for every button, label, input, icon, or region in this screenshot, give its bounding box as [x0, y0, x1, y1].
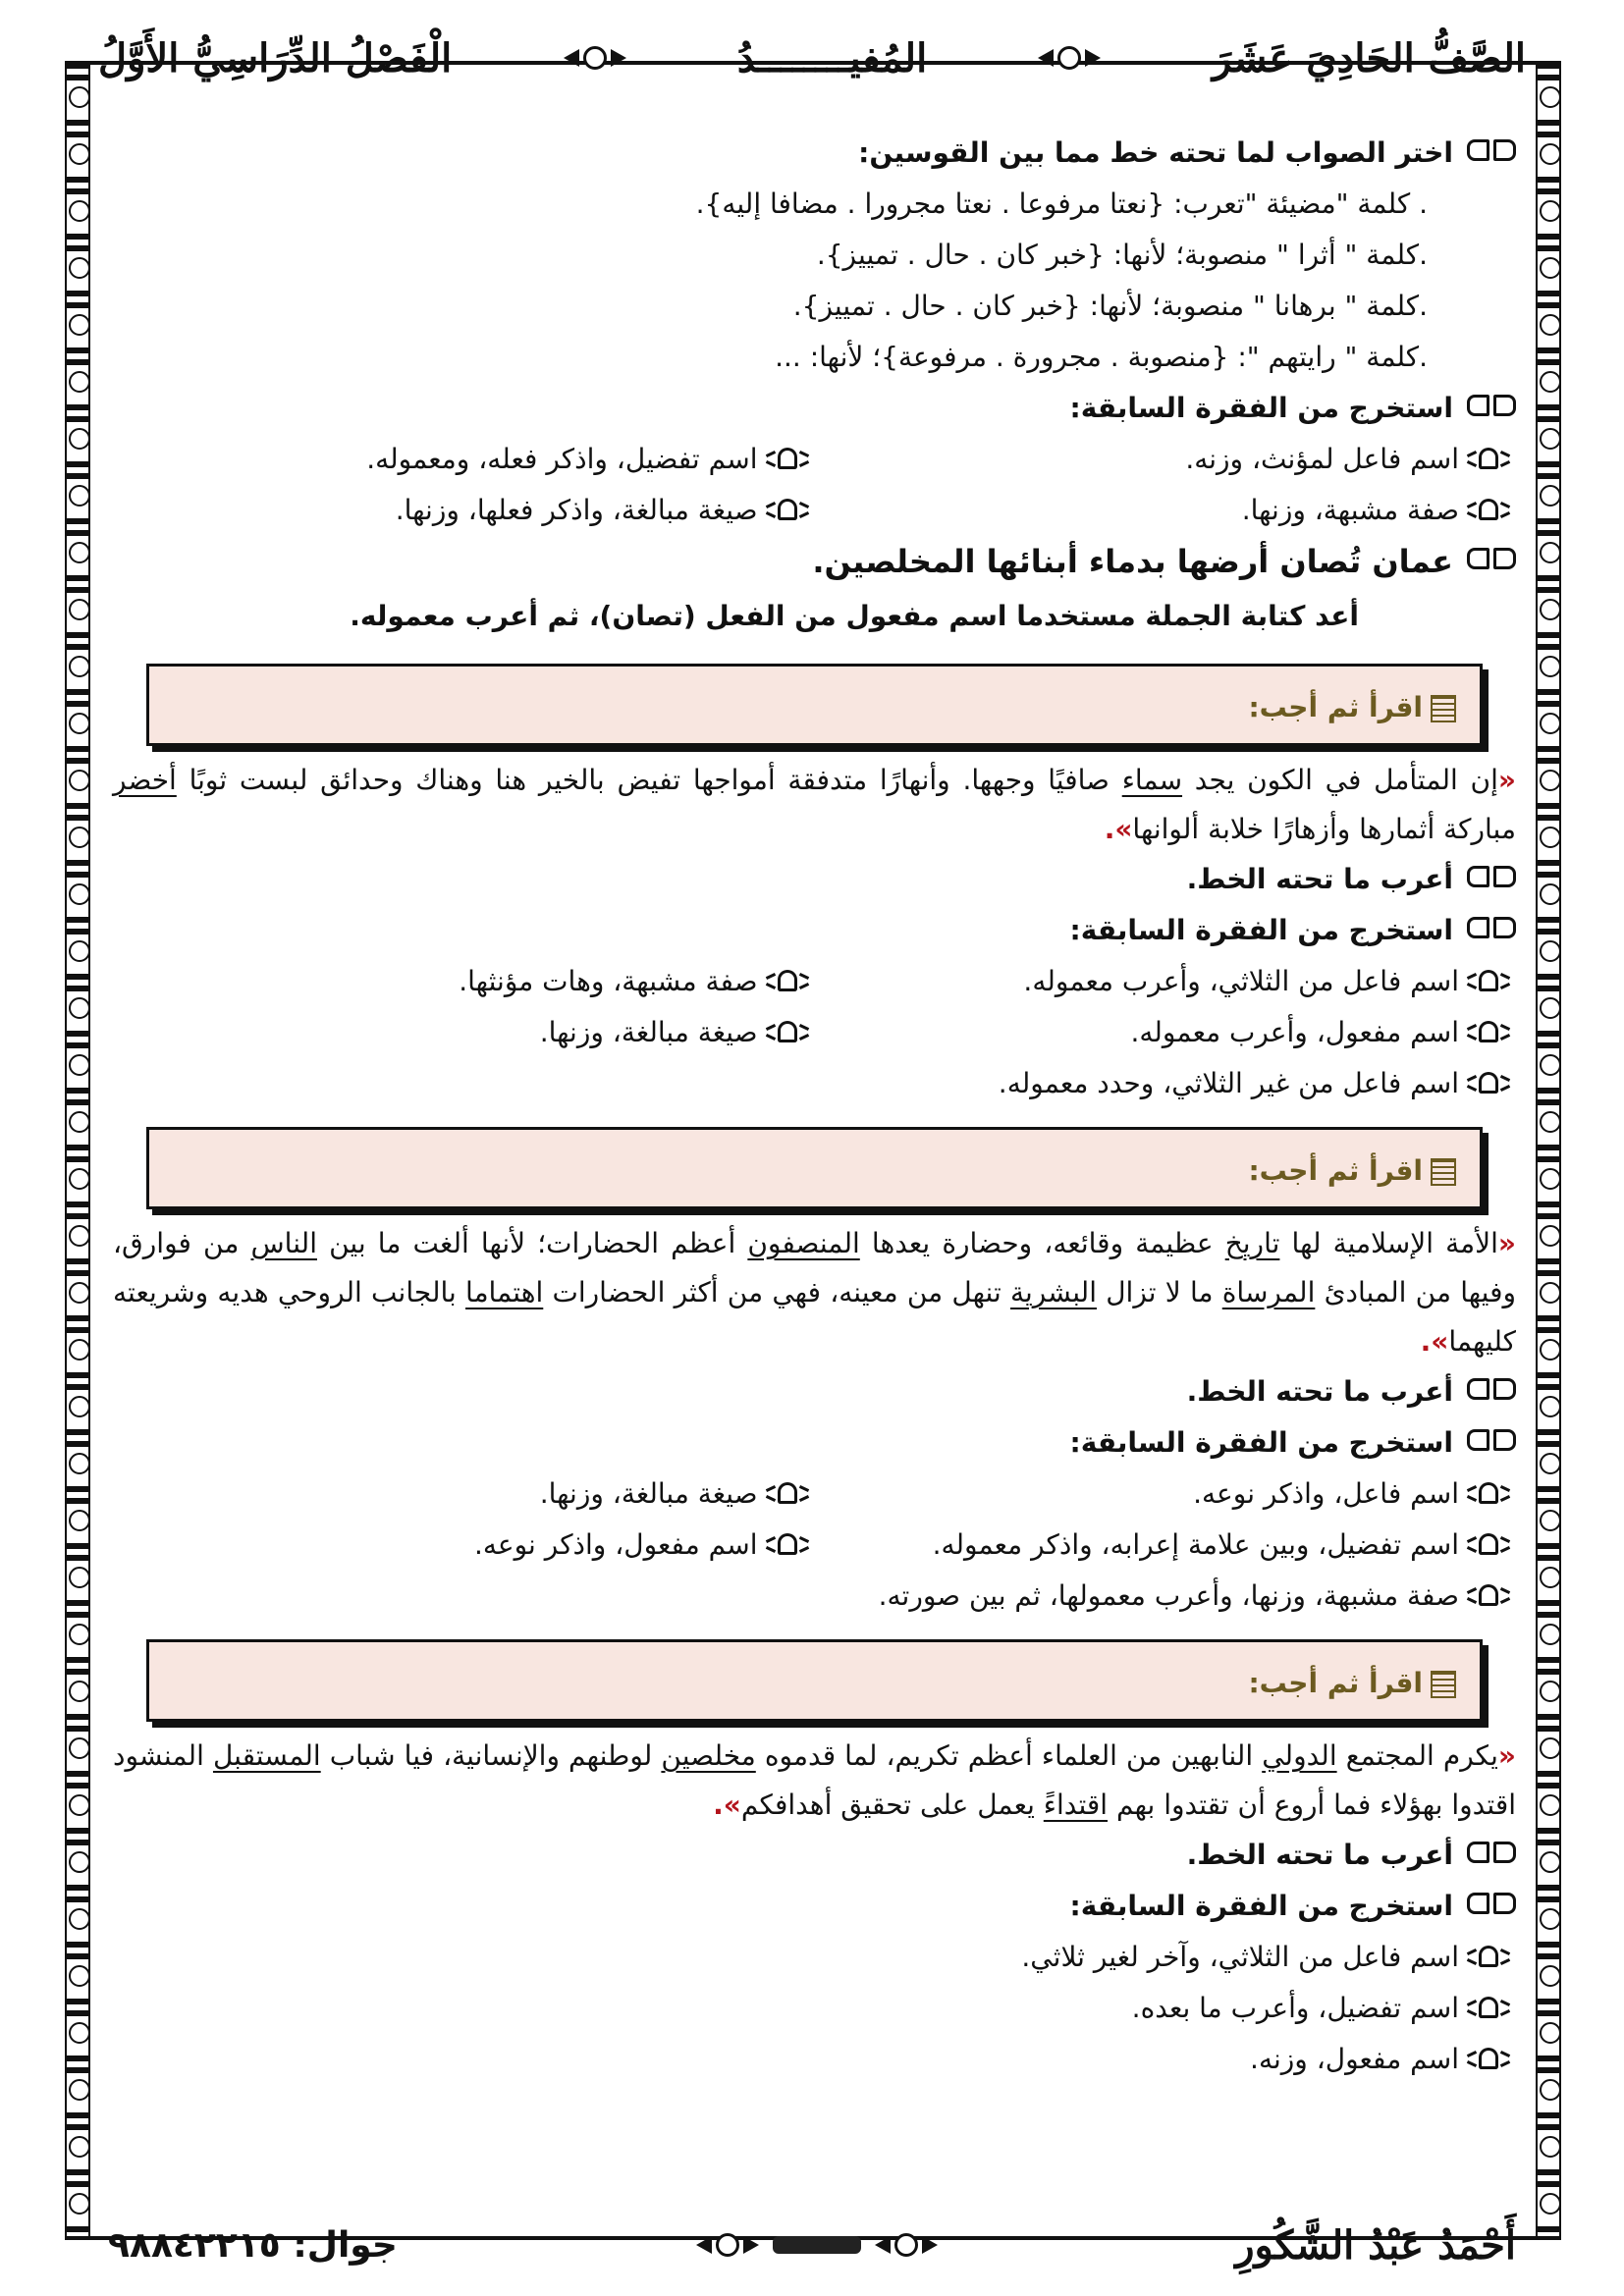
list-item: اسم تفضيل، وأعرب ما بعده. — [113, 1983, 1516, 2034]
items-row — [113, 956, 1516, 1007]
list-item: .كلمة " برهانا " منصوبة؛ لأنها: {خبر كان . حال . تمييز}. — [792, 290, 1428, 322]
list-item: اسم فاعل لمؤنث، وزنه. — [815, 434, 1517, 485]
bell-icon — [1467, 496, 1510, 525]
bell-icon — [766, 1018, 809, 1047]
list-item: اسم فاعل من الثلاثي، وأعرب معموله. — [815, 956, 1517, 1007]
items-row — [113, 434, 1516, 485]
book-icon — [1467, 1893, 1516, 1918]
bell-icon — [1467, 1581, 1510, 1611]
list-item: صفة مشبهة، وزنها. — [815, 485, 1517, 536]
book-icon — [1467, 548, 1516, 573]
page-number: ٤٤ — [773, 2236, 861, 2254]
question-title: اختر الصواب لما تحته خط مما بين القوسين: — [113, 128, 1516, 179]
list-item: اسم مفعول، وأعرب معموله. — [815, 1007, 1517, 1058]
bell-icon — [766, 1530, 809, 1560]
bell-icon — [1467, 967, 1510, 996]
book-icon — [1467, 866, 1516, 891]
bell-icon — [1467, 445, 1510, 474]
bell-icon — [1467, 1530, 1510, 1560]
bell-icon — [1467, 2045, 1510, 2074]
bell-icon — [766, 496, 809, 525]
passage-text: «يكرم المجتمع الدولي النابهين من العلماء أعظم تكريم، لما قدموه مخلصين لوطنهم والإنسانية، فيا شباب المستقبل المنشود اقتدوا بهؤلاء فما أروع أن تقتدوا بهم اقتداءً يعمل على تحقيق أهدافكم». — [113, 1739, 1517, 1821]
footer-ornament-icon — [696, 2233, 938, 2281]
bell-icon — [1467, 1994, 1510, 2023]
bell-icon — [766, 1479, 809, 1509]
page-footer — [108, 2211, 1516, 2279]
header-grade: الصَّفُّ الحَادِيَ عَشَرَ — [1212, 34, 1526, 81]
read-box — [146, 1639, 1483, 1722]
question-title: أعرب ما تحته الخط. — [113, 854, 1516, 905]
list-item: اسم فاعل من غير الثلاثي، وحدد معموله. — [113, 1058, 1516, 1109]
book-icon — [1467, 395, 1516, 420]
read-box-label: اقرأ ثم أجب: — [1248, 682, 1456, 733]
footer-phone: جوال: ٩٨٨٤٢٢١٥ — [108, 2224, 398, 2266]
list-item: صفة مشبهة، وزنها، وأعرب معمولها، ثم بين صورته. — [113, 1571, 1516, 1622]
question-title: استخرج من الفقرة السابقة: — [113, 1881, 1516, 1932]
list-item: .كلمة " رايتهم ": {منصوبة . مجرورة . مرفوعة}؛ لأنها: ... — [775, 341, 1428, 373]
passage-text: «إن المتأمل في الكون يجد سماء صافيًا وجهها. وأنهارًا متدفقة أمواجها تفيض بالخير هنا وهناك وحدائق لبست ثوبًا أخضر مباركة أثمارها وأزهارًا خلابة ألوانها». — [113, 764, 1516, 845]
list-item: صيغة مبالغة، وزنها. — [113, 1007, 815, 1058]
question-instruction: أعد كتابة الجملة مستخدما اسم مفعول من الفعل (تصان)، ثم أعرب معموله. — [350, 600, 1359, 632]
question-title: استخرج من الفقرة السابقة: — [113, 1417, 1516, 1468]
question-title: عمان تُصان أرضها بدماء أبنائها المخلصين. — [113, 536, 1516, 587]
book-icon — [1467, 917, 1516, 942]
list-item: اسم تفضيل، واذكر فعله، ومعموله. — [113, 434, 815, 485]
list-item: صيغة مبالغة، واذكر فعلها، وزنها. — [113, 485, 815, 536]
pages-icon — [1431, 1158, 1456, 1186]
read-box — [146, 664, 1483, 746]
page-border-left — [65, 61, 90, 2240]
list-item: صيغة مبالغة، وزنها. — [113, 1468, 815, 1520]
list-item: اسم مفعول، وزنه. — [113, 2034, 1516, 2085]
pages-icon — [1431, 1671, 1456, 1698]
book-icon — [1467, 1429, 1516, 1455]
read-box-label: اقرأ ثم أجب: — [1248, 1146, 1456, 1197]
items-row — [113, 485, 1516, 536]
pages-icon — [1431, 695, 1456, 722]
page-border-right — [1536, 61, 1561, 2240]
list-item: .كلمة " أثرا " منصوبة؛ لأنها: {خبر كان . حال . تمييز}. — [816, 239, 1428, 271]
items-row — [113, 1007, 1516, 1058]
header-ornament-icon — [1038, 46, 1101, 70]
list-item: صفة مشبهة، وهات مؤنثها. — [113, 956, 815, 1007]
header-ornament-icon — [564, 46, 626, 70]
book-icon — [1467, 139, 1516, 165]
page-content — [113, 128, 1516, 2085]
header-book-title: المُفيــــــــدُ — [736, 34, 928, 81]
bell-icon — [766, 445, 809, 474]
question-title: أعرب ما تحته الخط. — [113, 1366, 1516, 1417]
list-item: . كلمة "مضيئة "تعرب: {نعتا مرفوعا . نعتا مجرورا . مضافا إليه}. — [695, 187, 1428, 220]
page-header — [98, 24, 1526, 92]
bell-icon — [1467, 1069, 1510, 1098]
list-item: اسم فاعل من الثلاثي، وآخر لغير ثلاثي. — [113, 1932, 1516, 1983]
passage-text: «الأمة الإسلامية لها تاريخ عظيمة وقائعه، وحضارة يعدها المنصفون أعظم الحضارات؛ لأنها ألغت ما بين الناس من فوارق، وفيها من المبادئ المرساة ما لا تزال البشرية تنهل من معينه، فهي من أكثر الحضارات اهتماما بالجانب الروحي هديه وشريعته كليهما». — [113, 1227, 1516, 1358]
footer-author: أَحْمَدُ عَبْدُ الشَّكُورِ — [1235, 2221, 1516, 2269]
list-item: اسم مفعول، واذكر نوعه. — [113, 1520, 815, 1571]
read-box-label: اقرأ ثم أجب: — [1248, 1658, 1456, 1709]
bell-icon — [766, 967, 809, 996]
question-title: أعرب ما تحته الخط. — [113, 1830, 1516, 1881]
items-row — [113, 1468, 1516, 1520]
list-item: اسم تفضيل، وبين علامة إعرابه، واذكر معموله. — [815, 1520, 1517, 1571]
items-row — [113, 1520, 1516, 1571]
book-icon — [1467, 1842, 1516, 1867]
question-title: استخرج من الفقرة السابقة: — [113, 905, 1516, 956]
bell-icon — [1467, 1479, 1510, 1509]
book-icon — [1467, 1378, 1516, 1404]
list-item: اسم فاعل، واذكر نوعه. — [815, 1468, 1517, 1520]
bell-icon — [1467, 1018, 1510, 1047]
question-title: استخرج من الفقرة السابقة: — [113, 383, 1516, 434]
read-box — [146, 1127, 1483, 1209]
bell-icon — [1467, 1943, 1510, 1972]
header-term: الْفَصْلُ الدِّرَاسِيُّ الأَوَّلُ — [98, 34, 453, 81]
